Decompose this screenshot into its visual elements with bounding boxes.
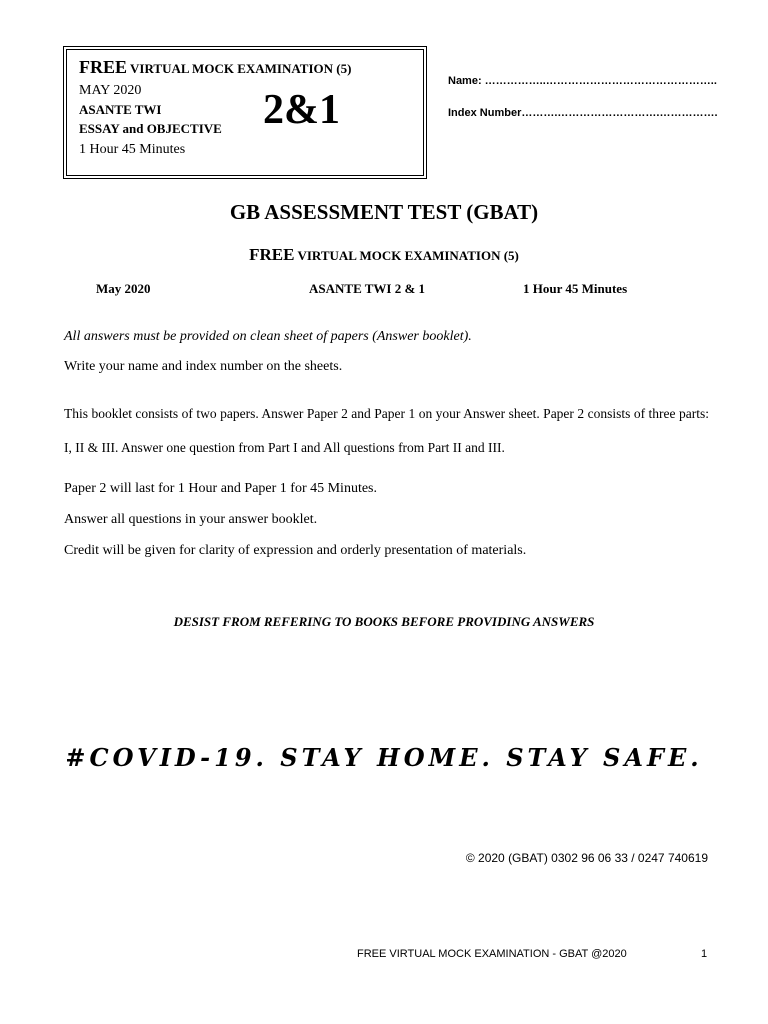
meta-duration: 1 Hour 45 Minutes: [523, 281, 628, 296]
instruction-duration: Paper 2 will last for 1 Hour and Paper 1 for 45 Minutes.: [64, 481, 377, 496]
box-duration: 1 Hour 45 Minutes: [79, 142, 186, 157]
subtitle-free: FREE: [249, 245, 295, 264]
footer-text: FREE VIRTUAL MOCK EXAMINATION - GBAT @2020: [357, 948, 627, 960]
box-title: [79, 57, 351, 78]
index-number-field: Index Number……….……………………….…………….: [448, 107, 718, 119]
desist-notice: DESIST FROM REFERING TO BOOKS BEFORE PROVIDING ANSWERS: [173, 614, 595, 629]
box-type: ESSAY and OBJECTIVE: [79, 121, 222, 136]
page-title: GB ASSESSMENT TEST (GBAT): [229, 200, 539, 224]
meta-subject: ASANTE TWI 2 & 1: [309, 281, 426, 296]
name-field: Name: ……………..………………………………………..: [448, 75, 717, 87]
covid-banner: #COVID-19. STAY HOME. STAY SAFE.: [65, 743, 703, 772]
instruction-write: Write your name and index number on the sheets.: [64, 359, 343, 374]
instruction-answers: All answers must be provided on clean sheet of papers (Answer booklet).: [64, 329, 472, 344]
instruction-answer-all: Answer all questions in your answer booklet.: [64, 512, 318, 527]
box-paper-number: 2&1: [263, 87, 340, 133]
subtitle-rest: VIRTUAL MOCK EXAMINATION (5): [297, 248, 519, 263]
page-number: 1: [701, 948, 708, 960]
page-subtitle: [0, 245, 768, 265]
copyright-line: © 2020 (GBAT) 0302 96 06 33 / 0247 740619: [465, 851, 708, 865]
box-title-rest: VIRTUAL MOCK EXAMINATION (5): [130, 61, 352, 76]
box-date: MAY 2020: [79, 83, 142, 98]
instruction-booklet: This booklet consists of two papers. Answer Paper 2 and Paper 1 on your Answer sheet. Paper 2 consists of three parts: I, II & III. Answer one question from Part I and All questions from Part II and III.: [64, 406, 709, 455]
meta-date: May 2020: [96, 281, 151, 296]
box-subject: ASANTE TWI: [79, 102, 162, 117]
instruction-credit: Credit will be given for clarity of expression and orderly presentation of materials.: [64, 543, 527, 558]
box-title-free: FREE: [79, 57, 128, 77]
exam-info-box: [66, 49, 424, 176]
